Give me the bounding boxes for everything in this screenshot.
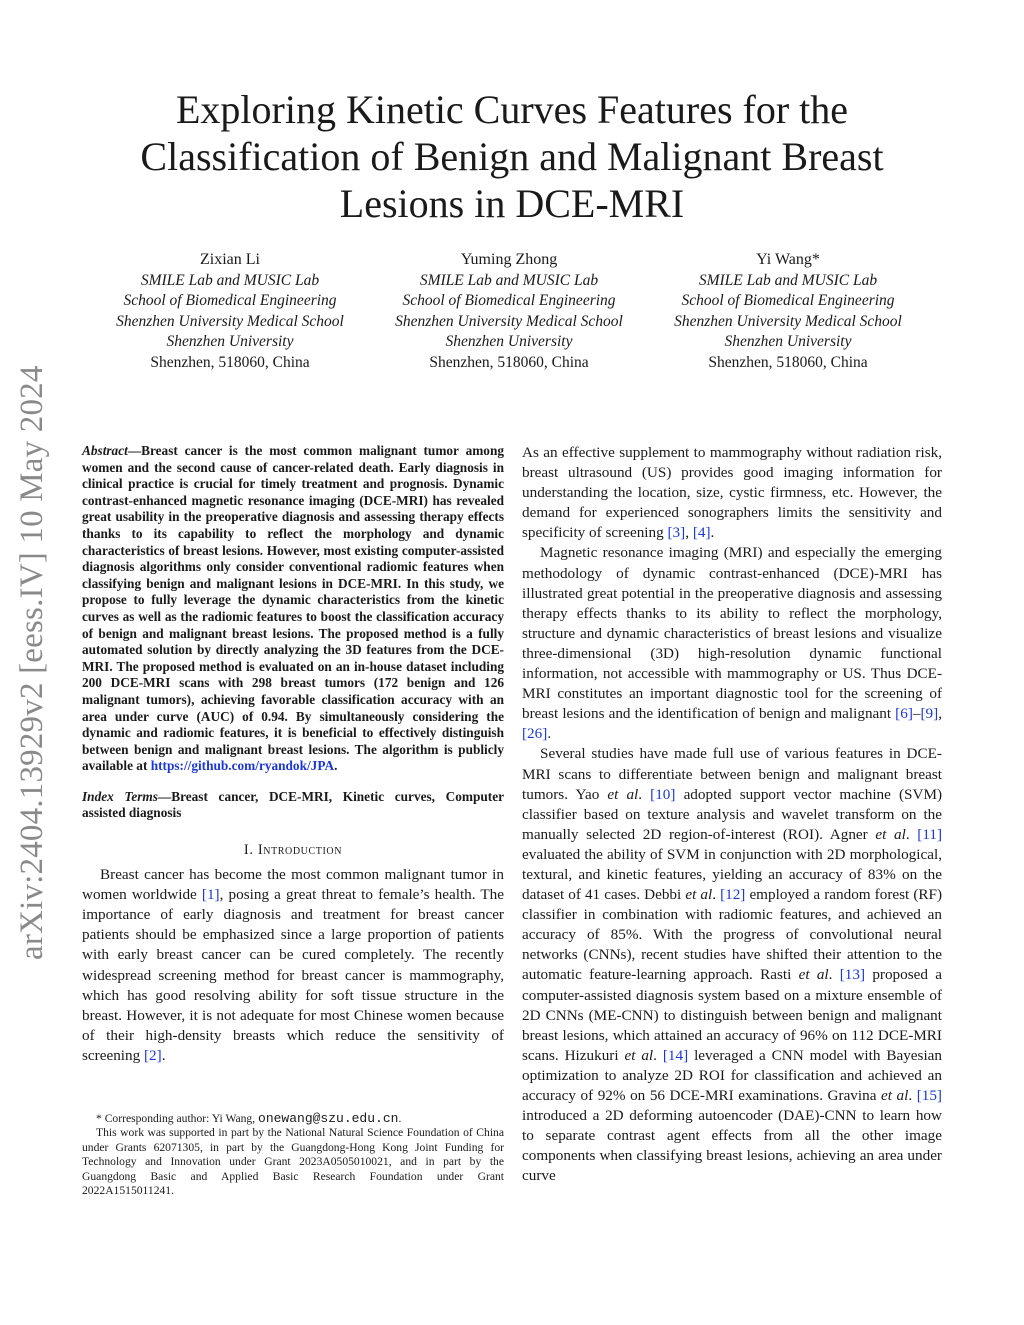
- author-location: Shenzhen, 518060, China: [708, 353, 868, 371]
- text-run: , posing a great threat to female’s health. The importance of early diagnosis and treatment for breast cancer patients should be emphasized since a large proportion of patients with early breast cancer can be cured completely. The recently widespread screening method for breast cancer is mammography, which has good resolving ability for soft tissue structure in the breast. However, it is not adequate for most Chinese women because of their high-density breasts which reduce the sensitivity of screening: [82, 886, 505, 1064]
- citation-link[interactable]: [26]: [522, 725, 548, 743]
- index-terms-label: Index Terms: [82, 788, 158, 804]
- italic-run: et al: [798, 966, 829, 984]
- citation-link[interactable]: [14]: [662, 1046, 689, 1064]
- text-run: .: [653, 1046, 663, 1064]
- author-medical-school: Shenzhen University Medical School: [395, 312, 623, 330]
- text-run: employed a random forest (RF) classifier in combination with radiomic features, and achieved an accuracy of 85%. With the progress of convolutional neural networks (CNNs), recent studies have shifted their attention to the automatic feature-learning approach. Rasti: [522, 886, 943, 984]
- text-run: Several studies have made full use of various features in DCE-MRI scans to differentiate between benign and malignant breast tumors. Yao: [522, 745, 942, 803]
- abstract-label: Abstract: [82, 443, 128, 458]
- section-number: I.: [243, 842, 254, 859]
- author-lab: SMILE Lab and MUSIC Lab: [419, 271, 599, 289]
- citation-link[interactable]: [15]: [916, 1087, 942, 1104]
- title-line: Exploring Kinetic Curves Features for the: [175, 87, 849, 132]
- citation-link[interactable]: [6]: [895, 705, 913, 723]
- citation-link[interactable]: [10]: [650, 785, 676, 803]
- author-school: School of Biomedical Engineering: [681, 292, 895, 310]
- right-column: [522, 443, 942, 1186]
- citation-link[interactable]: [13]: [839, 966, 866, 984]
- italic-run: et al: [607, 785, 639, 803]
- author-location: Shenzhen, 518060, China: [429, 353, 589, 371]
- intro-paragraph: [82, 865, 504, 1066]
- author-university: Shenzhen University: [445, 333, 573, 351]
- text-run: evaluated the ability of SVM in conjunction with 2D morphological, textural, and kinetic features, yielding an accuracy of 83% on the dataset of 41 cases. Debbi: [522, 845, 942, 904]
- citation-link[interactable]: [2]: [144, 1046, 162, 1064]
- citation-link[interactable]: [3]: [667, 524, 686, 542]
- abstract-text: —Breast cancer is the most common malignant tumor among women and the second cause of cancer-related death. Early diagnosis in clinical practice is crucial for timely treatment and prognosis. Dynamic contrast-enhanced magnetic resonance imaging (DCE-MRI) has revealed great usability in the preoperative diagnosis and assessing therapy effects thanks to its capability to reflect the morphology and dynamic characteristics of breast lesions. However, most existing computer-assisted diagnosis algorithms only consider conventional radiomic features when classifying benign and malignant lesions in DCE-MRI. In this study, we propose to fully leverage the dynamic characteristics from the kinetic curves as well as the radiomic features to boost the classification accuracy of benign and malignant breast lesions. The proposed method is a fully automated solution by directly analyzing the 3D features from the DCE-MRI. The proposed method is evaluated on an in-house dataset including 200 DCE-MRI scans with 298 breast tumors (172 benign and 126 malignant tumors), achieving favorable classification accuracy with an area under curve (AUC) of 0.94. By simultaneously considering the dynamic and radiomic features, it is beneficial to effectively distinguish between benign and malignant breast lesions. The algorithm is publicly available at: [82, 443, 504, 774]
- index-terms-text: —Breast cancer, DCE-MRI, Kinetic curves, Computer assisted diagnosis: [82, 788, 505, 821]
- text-run: leveraged a CNN model with Bayesian optimization to analyze 2D ROI for classification and achieved an accuracy of 92% on 56 DCE-MRI examinations. Gravina: [522, 1046, 943, 1104]
- corresponding-author-note: [82, 1112, 504, 1126]
- email-link[interactable]: onewang@szu.edu.cn: [258, 1111, 399, 1126]
- text-run: As an effective supplement to mammography without radiation risk, breast ultrasound (US) provides good imaging information for understanding the location, size, cystic firmness, etc. However, the demand for experienced sonographers limits the sensitivity and specificity of screening: [522, 444, 942, 542]
- italic-run: et al: [875, 825, 906, 843]
- author-school: School of Biomedical Engineering: [402, 292, 616, 310]
- section-heading: [82, 842, 504, 859]
- author-location: Shenzhen, 518060, China: [150, 353, 310, 371]
- italic-run: et al: [685, 886, 713, 904]
- index-terms: [82, 789, 504, 822]
- author-school: School of Biomedical Engineering: [123, 292, 337, 310]
- author-name: Zixian Li: [200, 251, 260, 268]
- title-line: Lesions in DCE-MRI: [339, 181, 685, 226]
- abstract-end: .: [334, 758, 338, 774]
- section-title: Introduction: [257, 842, 343, 859]
- author-2: [369, 250, 649, 374]
- text-run: .: [547, 725, 552, 743]
- author-name: Yi Wang*: [756, 251, 820, 268]
- citation-link[interactable]: [11]: [917, 825, 943, 843]
- author-lab: SMILE Lab and MUSIC Lab: [698, 271, 878, 289]
- text-run: .: [398, 1112, 402, 1125]
- citation-link[interactable]: [12]: [720, 886, 746, 904]
- arxiv-identifier[interactable]: arXiv:2404.13929v2 [eess.IV] 10 May 2024: [14, 365, 50, 960]
- author-medical-school: Shenzhen University Medical School: [674, 312, 902, 330]
- code-link[interactable]: https://github.com/ryandok/JPA: [150, 758, 335, 774]
- text-run: ,: [685, 524, 693, 542]
- text-run: .: [638, 785, 651, 803]
- text-run: .: [712, 886, 721, 904]
- author-lab: SMILE Lab and MUSIC Lab: [140, 271, 320, 289]
- citation-link[interactable]: [4]: [692, 524, 711, 542]
- author-3: [648, 250, 928, 374]
- paragraph: [522, 543, 942, 744]
- footnotes: [82, 1112, 504, 1198]
- title-line: Classification of Benign and Malignant Breast: [140, 134, 884, 179]
- italic-run: et al: [881, 1087, 909, 1104]
- paper-title: [90, 86, 934, 227]
- text-run: .: [828, 966, 840, 984]
- text-run: introduced a 2D deforming autoencoder (DAE)-CNN to learn how to separate contrast agent effects from all the other image components when classifying breast lesions, achieving an area under curve: [522, 1107, 942, 1185]
- text-run: ,: [938, 705, 942, 723]
- citation-link[interactable]: [1]: [201, 886, 220, 904]
- author-university: Shenzhen University: [166, 333, 294, 351]
- text-run: proposed a computer-assisted diagnosis system based on a mixture ensemble of 2D CNNs (ME-CNN) to distinguish between benign and malignant breast lesions, which attained an accuracy of 96% on 112 DCE-MRI scans. Hizukuri: [522, 966, 943, 1064]
- text-run: Magnetic resonance imaging (MRI) and especially the emerging methodology of dynamic contrast-enhanced (DCE)-MRI has illustrated great potential in the preoperative diagnosis and assessing therapy effects thanks to its ability to reflect the morphology, structure and dynamic characteristics of breast lesions and visualize three-dimensional (3D) high-resolution dynamic functional information, not accessible with mammography or US. Thus DCE-MRI constitutes an important diagnostic tool for the screening of breast lesions and the identification of benign and malignant: [522, 544, 942, 723]
- italic-run: et al: [624, 1046, 654, 1064]
- abstract: [82, 443, 504, 775]
- author-university: Shenzhen University: [724, 333, 852, 351]
- paragraph: [522, 744, 942, 1186]
- author-medical-school: Shenzhen University Medical School: [116, 312, 344, 330]
- text-run: Breast cancer has become the most common malignant tumor in women worldwide: [82, 866, 504, 904]
- citation-link[interactable]: [9]: [920, 705, 939, 723]
- text-run: .: [905, 825, 918, 843]
- text-run: .: [161, 1046, 166, 1064]
- text-run: .: [710, 524, 715, 542]
- paragraph: [522, 443, 942, 543]
- left-column: [82, 443, 504, 1066]
- text-run: adopted support vector machine (SVM) classifier based on texture analysis and wavelet transform on the manually selected 2D region-of-interest (ROI). Agner: [522, 785, 942, 843]
- text-run: * Corresponding author: Yi Wang,: [96, 1112, 259, 1125]
- text-run: –: [912, 705, 921, 723]
- author-name: Yuming Zhong: [460, 251, 558, 268]
- author-1: [90, 250, 370, 374]
- funding-note: This work was supported in part by the National Natural Science Foundation of China under Grants 62071305, in part by the Guangdong-Hong Kong Joint Funding for Technology and Innovation under Grant 2023A0505010021, and in part by the Guangdong Basic and Applied Basic Research Foundation under Grant 2022A1515011241.: [82, 1126, 504, 1198]
- text-run: .: [908, 1087, 917, 1104]
